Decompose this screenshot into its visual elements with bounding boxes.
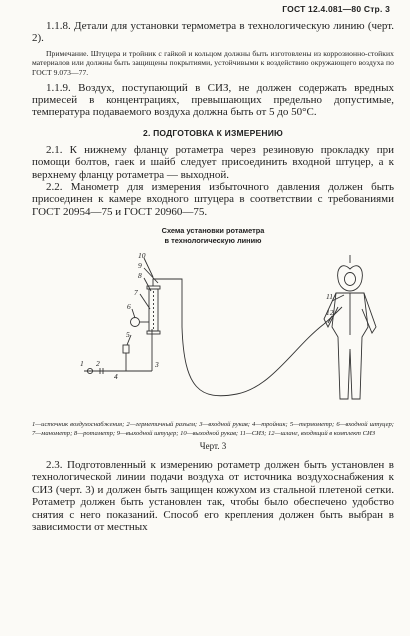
label-7: 7 bbox=[134, 288, 138, 298]
label-1: 1 bbox=[80, 359, 84, 369]
paragraph-1-1-9: 1.1.9. Воздух, поступающий в СИЗ, не должен содержать вредных примесей в концентрациях, превышающих предельно допустимые, температура подаваемого воздуха должна быть от 5 до 50°С. bbox=[32, 81, 394, 119]
figure-title bbox=[32, 226, 394, 245]
page-body bbox=[32, 20, 394, 534]
label-12: 12 bbox=[326, 308, 334, 318]
figure-legend: 1—источник воздухоснабжения; 2—герметичный разъем; 3—входной рукав; 4—тройник; 5—термометр; 6—входной штуцер; 7—манометр; 8—ротаметр; 9—выходной штуцер; 10—выходной рукав; 11—СИЗ; 12—шланг, входящий в комплект СИЗ bbox=[32, 421, 394, 437]
figure-title-line-2: в технологическую линию bbox=[164, 235, 262, 245]
label-2: 2 bbox=[96, 359, 100, 369]
note-paragraph: Примечание. Штуцера и тройник с гайкой и кольцом должны быть изготовлены из коррозионно-стойких материалов или должны быть защищены покрытиями, устойчивыми к воздействию окружающего воздуха по ГОСТ 9.073—77. bbox=[32, 48, 394, 77]
label-10: 10 bbox=[138, 251, 146, 261]
label-4: 4 bbox=[114, 372, 118, 382]
suit-hood bbox=[338, 266, 363, 291]
output-hose bbox=[182, 324, 324, 396]
thermometer-symbol bbox=[123, 345, 129, 353]
figure-caption: Черт. 3 bbox=[199, 441, 227, 452]
installation-diagram bbox=[32, 249, 392, 419]
paragraph-1-1-8: 1.1.8. Детали для установки термометра в технологическую линию (черт. 2). bbox=[32, 20, 394, 45]
label-8: 8 bbox=[138, 271, 142, 281]
label-11: 11 bbox=[326, 292, 333, 302]
label-3: 3 bbox=[155, 360, 159, 370]
diagram-svg bbox=[32, 249, 392, 419]
page-header: ГОСТ 12.4.081—80 Стр. 3 bbox=[282, 4, 390, 14]
section-2-title: 2. ПОДГОТОВКА К ИЗМЕРЕНИЮ bbox=[143, 127, 283, 138]
label-5: 5 bbox=[126, 330, 130, 340]
label-9: 9 bbox=[138, 261, 142, 271]
paragraph-2-3: 2.3. Подготовленный к измерению ротаметр должен быть установлен в технологической линии подачи воздуха от источника воздухоснабжения к СИЗ (черт. 3) и должен быть защищен кожухом из стальной плетеной сетки. Ротаметр должен быть установлен так, чтобы было обеспечено удобство снятия с него показаний. Способ его крепления должен быть выбран в зависимости от местных bbox=[32, 459, 394, 534]
figure-title-line-1: Схема установки ротаметра bbox=[161, 226, 265, 236]
label-6: 6 bbox=[127, 302, 131, 312]
suit-right-arm bbox=[362, 293, 376, 333]
paragraph-2-2: 2.2. Манометр для измерения избыточного давления должен быть присоединен к камере входного штуцера в соответствии с требованиями ГОСТ 20954—75 и ГОСТ 20960—75. bbox=[32, 181, 394, 218]
paragraph-2-1: 2.1. К нижнему фланцу ротаметра через резиновую прокладку при помощи болтов, гаек и шайб следует присоединить входной штуцер, а к верхнему фланцу ротаметра — выходной. bbox=[32, 143, 394, 181]
manometer-symbol bbox=[131, 318, 140, 327]
